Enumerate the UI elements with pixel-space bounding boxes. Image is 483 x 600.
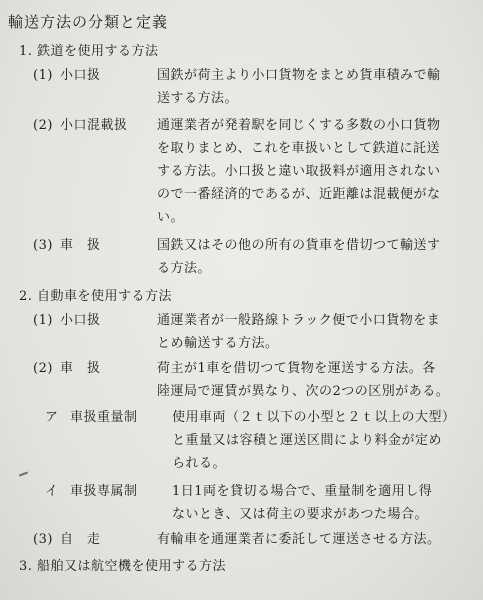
- s2-sub-b-line1: 1日1両を貸切る場合で、重量制を適用し得: [172, 484, 433, 499]
- s1-item2-line1: 通運業者が発着駅を同じくする多数の小口貨物: [157, 118, 441, 133]
- s2-sub-a-name: 車扱重量制: [70, 410, 138, 425]
- s1-item3-name: 車 扱: [60, 238, 101, 253]
- s2-sub-a-line1: 使用車両（２ｔ以下の小型と２ｔ以上の大型）: [172, 410, 456, 425]
- s2-sub-a-mark: ア: [45, 410, 59, 425]
- s2-item3-number: (3): [33, 532, 53, 547]
- s1-item3-line2: る方法。: [157, 261, 212, 276]
- s1-item1-number: (1): [33, 68, 53, 83]
- s2-item1-name: 小口扱: [60, 313, 101, 328]
- s2-item2-number: (2): [33, 361, 53, 376]
- section-3-heading: 3. 船舶又は航空機を使用する方法: [19, 559, 227, 574]
- s2-item1-line2: とめ輸送する方法。: [157, 336, 279, 351]
- s1-item2-line5: い。: [157, 210, 185, 225]
- s1-item1-line2: 送する方法。: [157, 91, 239, 106]
- s1-item1-line1: 国鉄が荷主より小口貨物をまとめ貨車積みで輸: [157, 68, 441, 83]
- section-1-heading: 1. 鉄道を使用する方法: [19, 44, 159, 59]
- s1-item2-line2: を取りまとめ、これを車扱いとして鉄道に託送: [157, 141, 440, 156]
- s2-item2-line1: 荷主が1車を借切つて貨物を運送する方法。各: [157, 361, 436, 376]
- s1-item2-line3: する方法。小口扱と違い取扱料が適用されない: [157, 164, 441, 179]
- s1-item2-number: (2): [33, 118, 53, 133]
- s2-sub-b-line2: ないとき、又は荷主の要求があつた場合。: [172, 507, 428, 522]
- s2-item2-line2: 陸運局で運賃が異なり、次の2つの区別がある。: [157, 384, 450, 399]
- s1-item1-name: 小口扱: [60, 68, 101, 83]
- s2-item2-name: 車 扱: [60, 361, 101, 376]
- s1-item3-number: (3): [33, 238, 53, 253]
- s1-item2-line4: ので一番経済的であるが、近距離は混載便がな: [157, 187, 441, 202]
- s2-sub-a-line2: と重量又は容積と運送区間により料金が定め: [172, 433, 443, 448]
- s2-item3-name: 自 走: [60, 532, 101, 547]
- s1-item3-line1: 国鉄又はその他の所有の貨車を借切つて輸送す: [157, 238, 441, 253]
- s1-item2-name: 小口混載扱: [60, 118, 128, 133]
- page-title: 輸送方法の分類と定義: [8, 13, 169, 31]
- stray-pen-mark: [19, 472, 28, 477]
- s2-sub-b-mark: イ: [45, 484, 59, 499]
- section-2-heading: 2. 自動車を使用する方法: [19, 289, 173, 304]
- s2-item1-line1: 通運業者が一般路線トラック便で小口貨物をま: [157, 313, 441, 328]
- s2-item3-line1: 有輪車を通運業者に委託して運送させる方法。: [157, 532, 441, 547]
- s2-item1-number: (1): [33, 313, 53, 328]
- s2-sub-a-line3: られる。: [172, 456, 227, 471]
- s2-sub-b-name: 車扱専属制: [70, 484, 138, 499]
